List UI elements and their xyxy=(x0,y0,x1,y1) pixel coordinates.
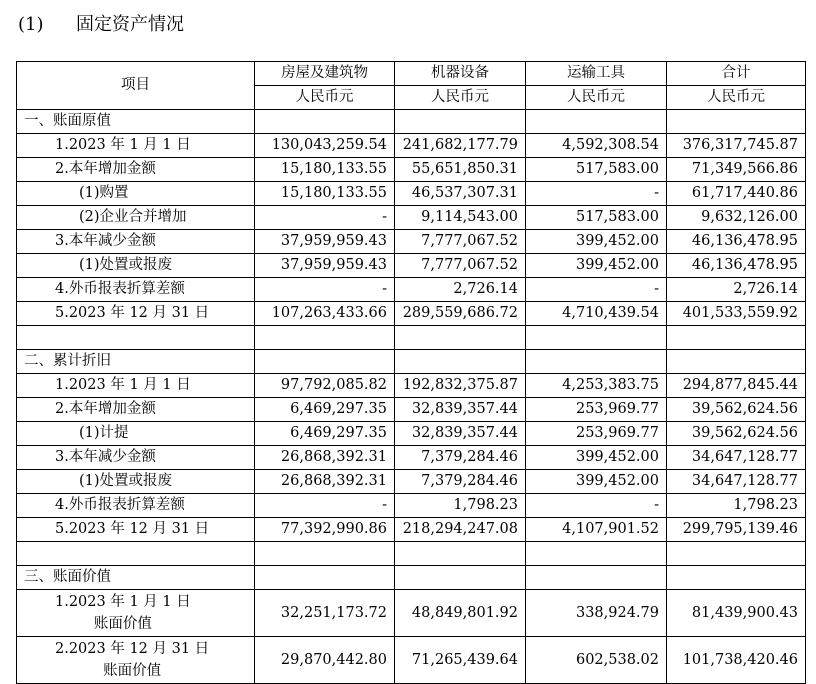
row-label: (1)购置 xyxy=(17,182,255,206)
section-number: (1) xyxy=(18,14,44,35)
section-title-depreciation: 二、累计折旧 xyxy=(17,350,255,374)
cell-value: 9,632,126.00 xyxy=(667,206,806,230)
cell-value: 34,647,128.77 xyxy=(667,446,806,470)
cell-value: 61,717,440.86 xyxy=(667,182,806,206)
cell-value: 39,562,624.56 xyxy=(667,398,806,422)
cell-value: - xyxy=(255,494,395,518)
cell-value: 253,969.77 xyxy=(526,422,667,446)
row-label: 5.2023 年 12 月 31 日 xyxy=(17,302,255,326)
header-col-unit: 人民币元 xyxy=(255,86,395,110)
cell-value: 2,726.14 xyxy=(395,278,526,302)
cell-value: 289,559,686.72 xyxy=(395,302,526,326)
cell-value: 32,251,173.72 xyxy=(255,590,395,637)
cell-value: 1,798.23 xyxy=(395,494,526,518)
header-col-unit: 人民币元 xyxy=(526,86,667,110)
fixed-assets-table xyxy=(16,61,806,684)
cell-value: 32,839,357.44 xyxy=(395,422,526,446)
header-col-name: 机器设备 xyxy=(395,62,526,86)
cell-value: 4,107,901.52 xyxy=(526,518,667,542)
cell-value: 81,439,900.43 xyxy=(667,590,806,637)
header-col-name: 运输工具 xyxy=(526,62,667,86)
table-row xyxy=(17,590,806,637)
table-row xyxy=(17,230,806,254)
header-row-names xyxy=(17,62,806,86)
cell-value: 338,924.79 xyxy=(526,590,667,637)
header-col-unit: 人民币元 xyxy=(667,86,806,110)
table-row xyxy=(17,302,806,326)
row-label xyxy=(17,637,255,684)
table-row xyxy=(17,206,806,230)
cell-value: 46,537,307.31 xyxy=(395,182,526,206)
table-row xyxy=(17,278,806,302)
section-title-original-cost: 一、账面原值 xyxy=(17,110,255,134)
row-label-line2: 账面价值 xyxy=(93,616,152,632)
row-label: 4.外币报表折算差额 xyxy=(17,494,255,518)
row-label: 4.外币报表折算差额 xyxy=(17,278,255,302)
cell-value: 55,651,850.31 xyxy=(395,158,526,182)
cell-value: 9,114,543.00 xyxy=(395,206,526,230)
cell-value: 399,452.00 xyxy=(526,254,667,278)
cell-value: 46,136,478.95 xyxy=(667,230,806,254)
section-title: 固定资产情况 xyxy=(76,14,184,35)
table-row xyxy=(17,374,806,398)
cell-value: 26,868,392.31 xyxy=(255,446,395,470)
cell-value: 1,798.23 xyxy=(667,494,806,518)
cell-value: 39,562,624.56 xyxy=(667,422,806,446)
row-label: (1)处置或报废 xyxy=(17,254,255,278)
row-label: 3.本年减少金额 xyxy=(17,230,255,254)
cell-value: 6,469,297.35 xyxy=(255,422,395,446)
cell-value: 4,592,308.54 xyxy=(526,134,667,158)
table-row xyxy=(17,470,806,494)
section-heading xyxy=(18,12,184,38)
table-row xyxy=(17,182,806,206)
table-row xyxy=(17,446,806,470)
cell-value: 46,136,478.95 xyxy=(667,254,806,278)
row-label: 3.本年减少金额 xyxy=(17,446,255,470)
cell-value: 517,583.00 xyxy=(526,158,667,182)
row-label: (1)计提 xyxy=(17,422,255,446)
table-row xyxy=(17,518,806,542)
cell-value: 192,832,375.87 xyxy=(395,374,526,398)
cell-value: 71,349,566.86 xyxy=(667,158,806,182)
row-label: 1.2023 年 1 月 1 日 xyxy=(17,134,255,158)
row-label: 5.2023 年 12 月 31 日 xyxy=(17,518,255,542)
cell-value: 37,959,959.43 xyxy=(255,254,395,278)
cell-value: 376,317,745.87 xyxy=(667,134,806,158)
cell-value: 15,180,133.55 xyxy=(255,158,395,182)
cell-value: 29,870,442.80 xyxy=(255,637,395,684)
row-label: 1.2023 年 1 月 1 日 xyxy=(17,374,255,398)
cell-value: 7,379,284.46 xyxy=(395,470,526,494)
cell-value: 34,647,128.77 xyxy=(667,470,806,494)
cell-value: 401,533,559.92 xyxy=(667,302,806,326)
cell-value: 241,682,177.79 xyxy=(395,134,526,158)
table-row xyxy=(17,254,806,278)
row-label: 2.本年增加金额 xyxy=(17,158,255,182)
section-row xyxy=(17,566,806,590)
table-row xyxy=(17,134,806,158)
row-label xyxy=(17,590,255,637)
table-row xyxy=(17,422,806,446)
cell-value: - xyxy=(526,494,667,518)
cell-value: 399,452.00 xyxy=(526,470,667,494)
cell-value: 107,263,433.66 xyxy=(255,302,395,326)
cell-value: 7,777,067.52 xyxy=(395,254,526,278)
table-row xyxy=(17,494,806,518)
cell-value: 218,294,247.08 xyxy=(395,518,526,542)
cell-value: 77,392,990.86 xyxy=(255,518,395,542)
header-col-name: 房屋及建筑物 xyxy=(255,62,395,86)
cell-value: 32,839,357.44 xyxy=(395,398,526,422)
table-row xyxy=(17,398,806,422)
cell-value: - xyxy=(255,206,395,230)
cell-value: 2,726.14 xyxy=(667,278,806,302)
row-label: (2)企业合并增加 xyxy=(17,206,255,230)
cell-value: 7,777,067.52 xyxy=(395,230,526,254)
cell-value: 299,795,139.46 xyxy=(667,518,806,542)
cell-value: 399,452.00 xyxy=(526,446,667,470)
cell-value: 37,959,959.43 xyxy=(255,230,395,254)
row-label-line1: 2.2023 年 12 月 31 日 xyxy=(55,641,210,657)
cell-value: 26,868,392.31 xyxy=(255,470,395,494)
cell-value: - xyxy=(255,278,395,302)
cell-value: 517,583.00 xyxy=(526,206,667,230)
header-item: 项目 xyxy=(17,62,255,110)
cell-value: - xyxy=(526,278,667,302)
cell-value: 6,469,297.35 xyxy=(255,398,395,422)
cell-value: 15,180,133.55 xyxy=(255,182,395,206)
row-label-line2: 账面价值 xyxy=(103,663,162,679)
cell-value: 130,043,259.54 xyxy=(255,134,395,158)
cell-value: 7,379,284.46 xyxy=(395,446,526,470)
blank-row xyxy=(17,326,806,350)
row-label: 2.本年增加金额 xyxy=(17,398,255,422)
cell-value: 602,538.02 xyxy=(526,637,667,684)
section-row xyxy=(17,110,806,134)
cell-value: 101,738,420.46 xyxy=(667,637,806,684)
row-label: (1)处置或报废 xyxy=(17,470,255,494)
section-title-book-value: 三、账面价值 xyxy=(17,566,255,590)
cell-value: 48,849,801.92 xyxy=(395,590,526,637)
cell-value: 97,792,085.82 xyxy=(255,374,395,398)
table-row xyxy=(17,158,806,182)
cell-value: 253,969.77 xyxy=(526,398,667,422)
cell-value: - xyxy=(526,182,667,206)
cell-value: 71,265,439.64 xyxy=(395,637,526,684)
section-row xyxy=(17,350,806,374)
cell-value: 399,452.00 xyxy=(526,230,667,254)
cell-value: 294,877,845.44 xyxy=(667,374,806,398)
header-col-name: 合计 xyxy=(667,62,806,86)
cell-value: 4,710,439.54 xyxy=(526,302,667,326)
cell-value: 4,253,383.75 xyxy=(526,374,667,398)
row-label-line1: 1.2023 年 1 月 1 日 xyxy=(55,594,191,610)
table-row xyxy=(17,637,806,684)
header-col-unit: 人民币元 xyxy=(395,86,526,110)
blank-row xyxy=(17,542,806,566)
